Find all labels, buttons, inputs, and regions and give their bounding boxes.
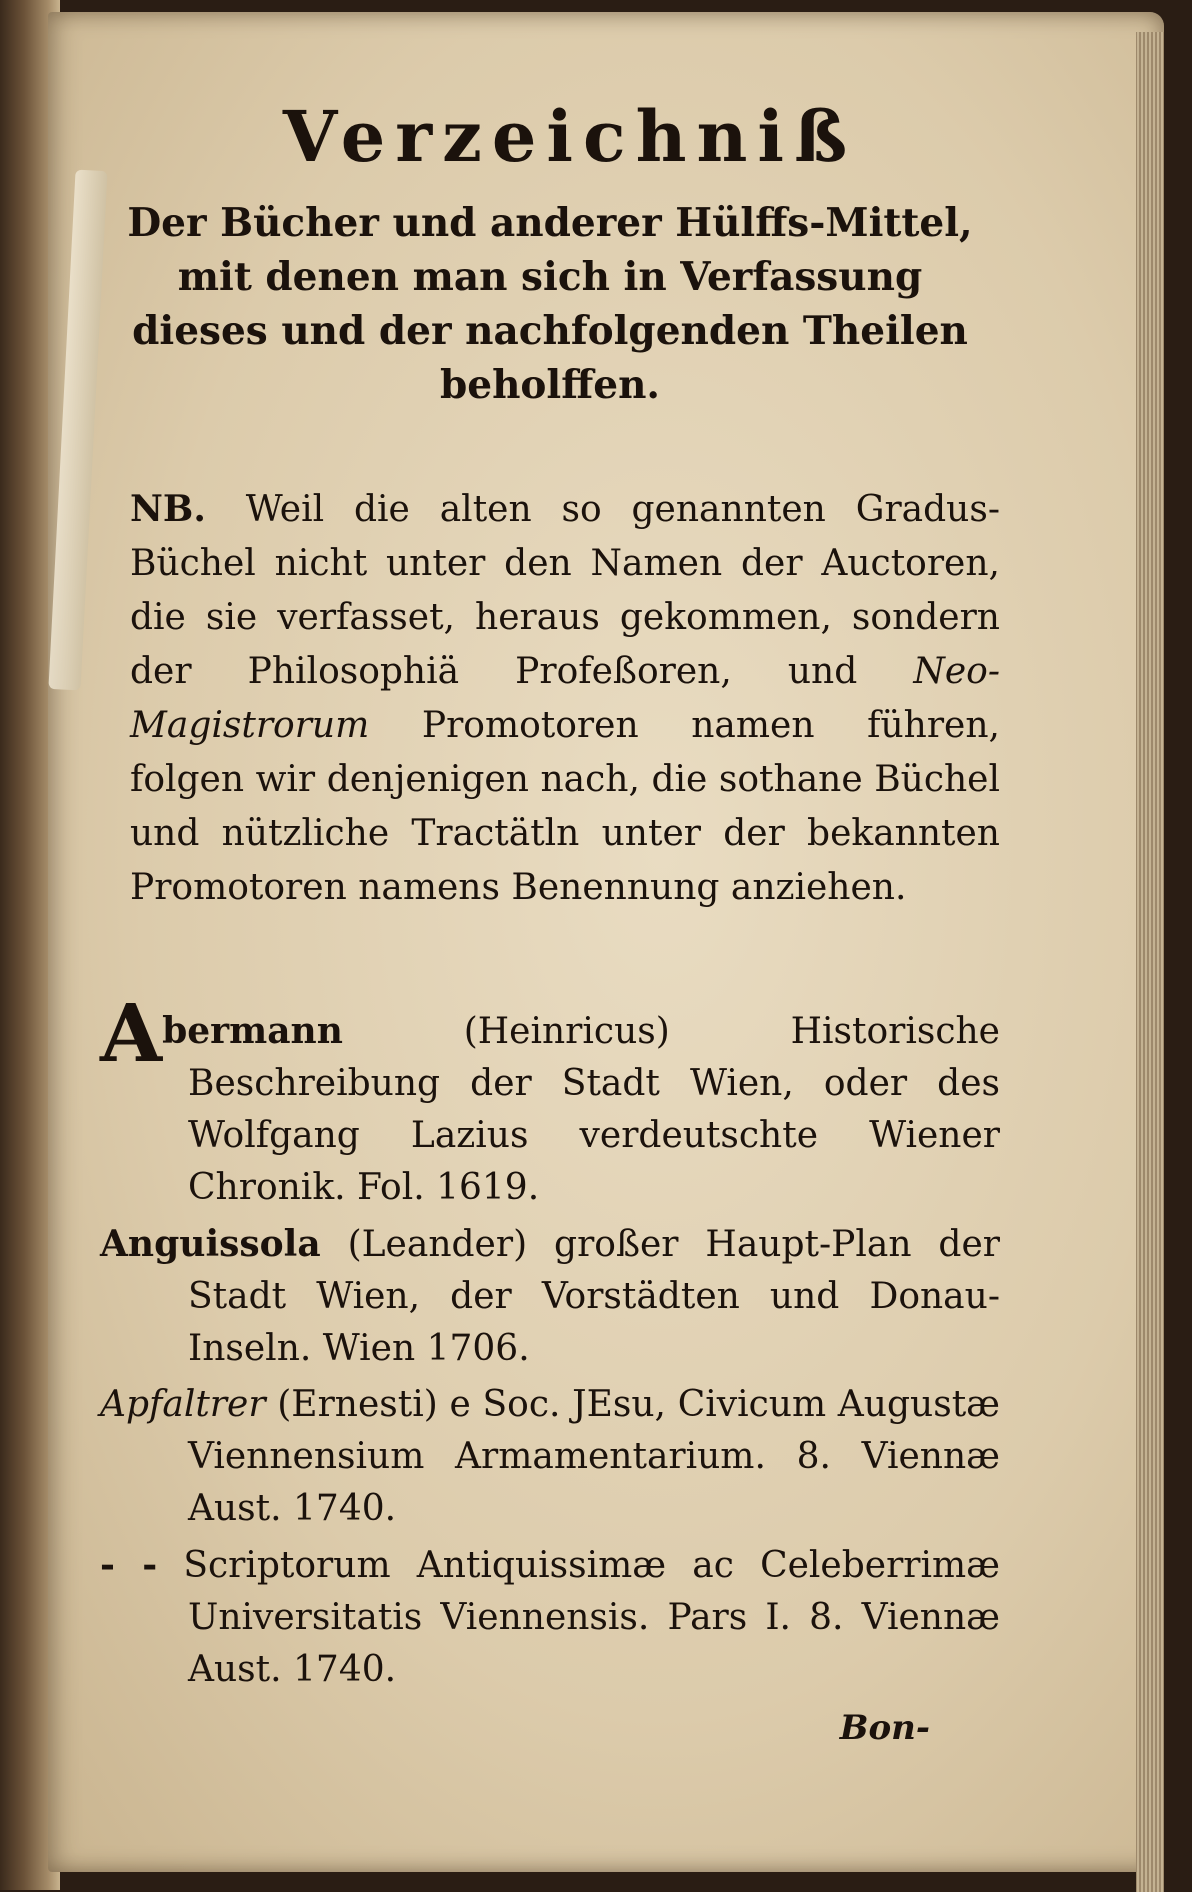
page-stack-edge: [1136, 32, 1164, 1892]
bibliography-entry: [100, 1539, 1000, 1696]
entry-name: Apfaltrer: [100, 1384, 266, 1425]
bibliography-entry: [100, 1379, 1000, 1535]
entry-name: bermann: [162, 1010, 343, 1052]
nb-latin-term: Neo-Magistrorum: [130, 651, 1000, 746]
nota-bene-paragraph: [130, 482, 1000, 915]
page-title: Verzeichniß: [282, 95, 858, 178]
bibliography-entry: [100, 1218, 1000, 1375]
entry-text: Scriptorum Antiquissimæ ac Celeberrimæ Universitatis Viennensis. Pars I. 8. Viennæ Aust. 1740.: [183, 1545, 1000, 1690]
nb-text-after: Promotoren namen führen, folgen wir denjenigen nach, die sothane Büchel und nützliche Tractätln unter der bekannten Promotoren namens Benennung anziehen.: [130, 705, 1000, 908]
page-content: [100, 95, 1000, 1748]
entry-text: (Leander) großer Haupt-Plan der Stadt Wien, der Vorstädten und Donau-Inseln. Wien 1706.: [188, 1224, 1000, 1369]
page-subtitle: Der Bücher und anderer Hülffs-Mittel, mit denen man sich in Verfassung dieses und der nachfolgenden Theilen beholffen.: [127, 200, 973, 408]
nb-label: NB.: [130, 488, 206, 530]
entry-name: Anguissola: [100, 1223, 321, 1265]
entry-text: (Ernesti) e Soc. JEsu, Civicum Augustæ Viennensium Armamentarium. 8. Viennæ Aust. 1740.: [188, 1384, 1000, 1529]
entry-text: (Heinricus) Historische Beschreibung der Stadt Wien, oder des Wolfgang Lazius verdeutschte Wiener Chronik. Fol. 1619.: [188, 1011, 1000, 1208]
catchword: Bon-: [839, 1708, 930, 1748]
nb-text-before: Weil die alten so genannten Gradus-Büchel nicht unter den Namen der Auctoren, die sie verfasset, heraus gekommen, sondern der Philosophiä Profeßoren, und: [130, 489, 1000, 692]
entry-initial: A: [100, 986, 163, 1080]
entry-ditto-mark: - -: [100, 1544, 158, 1586]
bibliography-entry: [100, 986, 1000, 1214]
